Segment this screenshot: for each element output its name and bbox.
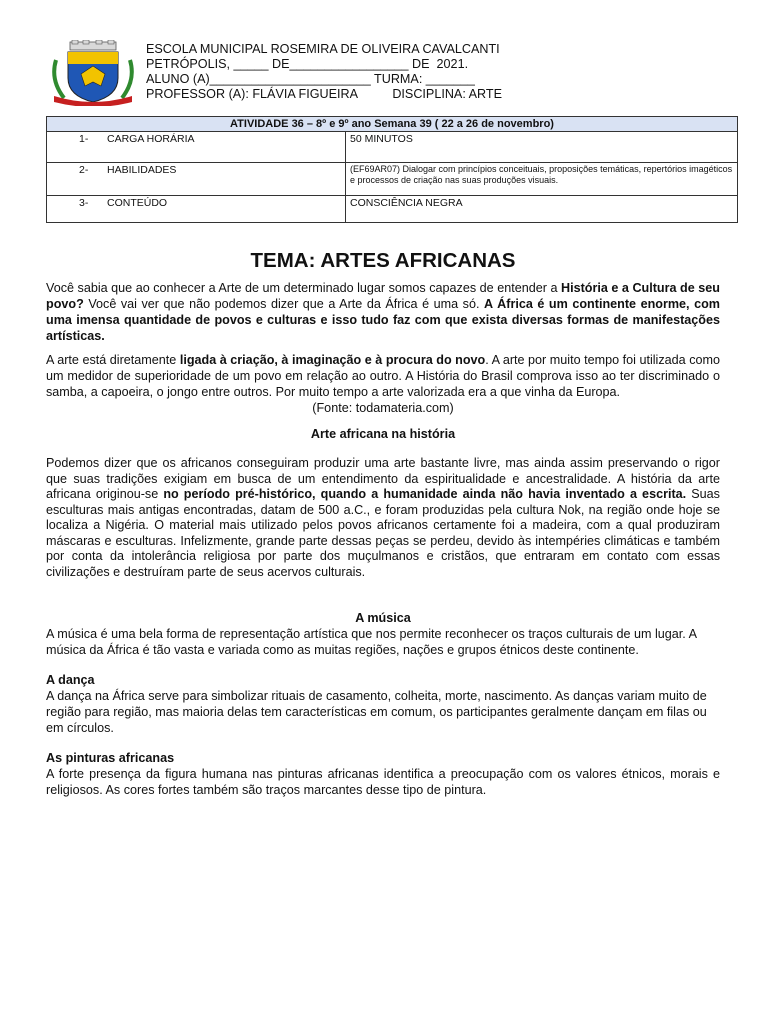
document-header — [48, 38, 738, 106]
section-heading-music: A música — [355, 611, 411, 625]
section-heading-paintings: As pinturas africanas — [46, 751, 175, 765]
history-paragraph: Podemos dizer que os africanos conseguiram produzir uma arte bastante livre, mas ainda assim preservando o rigor que suas tradições exigiam em busca de um entendimento da espiritualidade e ancestralidade. A história da arte africana originou-se no período pré-histórico, quando a humanidade ainda não havia inventado a escrita. Suas esculturas mais antigas encontradas, datam de 500 a.C., e foram produzidas pela cultura Nok, na região onde hoje se localiza a Nigéria. O material mais utilizado pelos povos africanos certamente foi a madeira, com a qual produziram máscaras e esculturas. Infelizmente, grande parte dessas peças se perdeu, devido às intempéries climáticas e também por conta da intolerância religiosa por parte dos muçulmanos e cristãos, que entraram em contato com essas civilizações e destruíram parte de seus acervos culturais. — [46, 456, 720, 579]
music-paragraph: A música é uma bela forma de representação artística que nos permite reconhecer os traços culturais de um lugar. A música da África é tão vasta e variada como as muitas regiões, nações e grupos étnicos deste continente. — [46, 627, 697, 657]
page-title: TEMA: ARTES AFRICANAS — [250, 249, 516, 272]
dance-paragraph: A dança na África serve para simbolizar rituais de casamento, colheita, morte, nascimento. As danças variam muito de região para região, mas maioria delas tem características em comum, os participantes geralmente dançam em filas ou em círculos. — [46, 689, 707, 735]
art-paragraph: A arte está diretamente ligada à criação, à imaginação e à procura do novo. A arte por muito tempo foi utilizada como um medidor de superioridade de um povo em relação ao outro. A História do Brasil comprova isso ao ter discriminado o samba, a capoeira, o jongo entre outros. Por muito tempo a arte valorizada era a que vinha da Europa. — [46, 353, 720, 399]
row-label: 2- HABILIDADES — [47, 163, 346, 196]
source-citation: (Fonte: todamateria.com) — [312, 401, 454, 415]
school-name: ESCOLA MUNICIPAL ROSEMIRA DE OLIVEIRA CAVALCANTI — [146, 42, 500, 56]
header-text-block — [146, 42, 502, 102]
row-label: 1- CARGA HORÁRIA — [47, 132, 346, 163]
activity-table — [46, 116, 738, 223]
section-heading-dance: A dança — [46, 673, 95, 687]
city-coat-of-arms-icon — [48, 40, 138, 106]
section-heading-history: Arte africana na história — [310, 427, 456, 441]
activity-title: ATIVIDADE 36 – 8º e 9º ano Semana 39 ( 22 a 26 de novembro) — [47, 117, 738, 132]
intro-paragraph: Você sabia que ao conhecer a Arte de um determinado lugar somos capazes de entender a História e a Cultura de seu povo? Você vai ver que não podemos dizer que a Arte da África é uma só. A África é um continente enorme, com uma imensa quantidade de povos e culturas e isso tudo faz com que exista diversas formas de manifestações artísticas. — [46, 281, 720, 343]
table-row — [47, 163, 738, 196]
city-date-line[interactable]: PETRÓPOLIS, _____ DE_________________ DE 2021. — [146, 57, 469, 71]
student-class-line[interactable]: ALUNO (A)_______________________ TURMA: _______ — [146, 72, 475, 86]
row-value: CONSCIÊNCIA NEGRA — [346, 196, 738, 223]
document-body — [46, 248, 720, 798]
table-row — [47, 196, 738, 223]
row-label: 3- CONTEÚDO — [47, 196, 346, 223]
teacher-subject-line: PROFESSOR (A): FLÁVIA FIGUEIRA DISCIPLINA: ARTE — [146, 87, 502, 101]
row-value: 50 MINUTOS — [346, 132, 738, 163]
paintings-paragraph: A forte presença da figura humana nas pinturas africanas identifica a preocupação com os valores étnicos, morais e religiosos. As cores fortes também são traços marcantes desse tipo de pintura. — [46, 767, 720, 797]
row-value: (EF69AR07) Dialogar com princípios conceituais, proposições temáticas, repertórios imagéticos e processos de criação nas suas produções visuais. — [346, 163, 738, 196]
table-row — [47, 132, 738, 163]
